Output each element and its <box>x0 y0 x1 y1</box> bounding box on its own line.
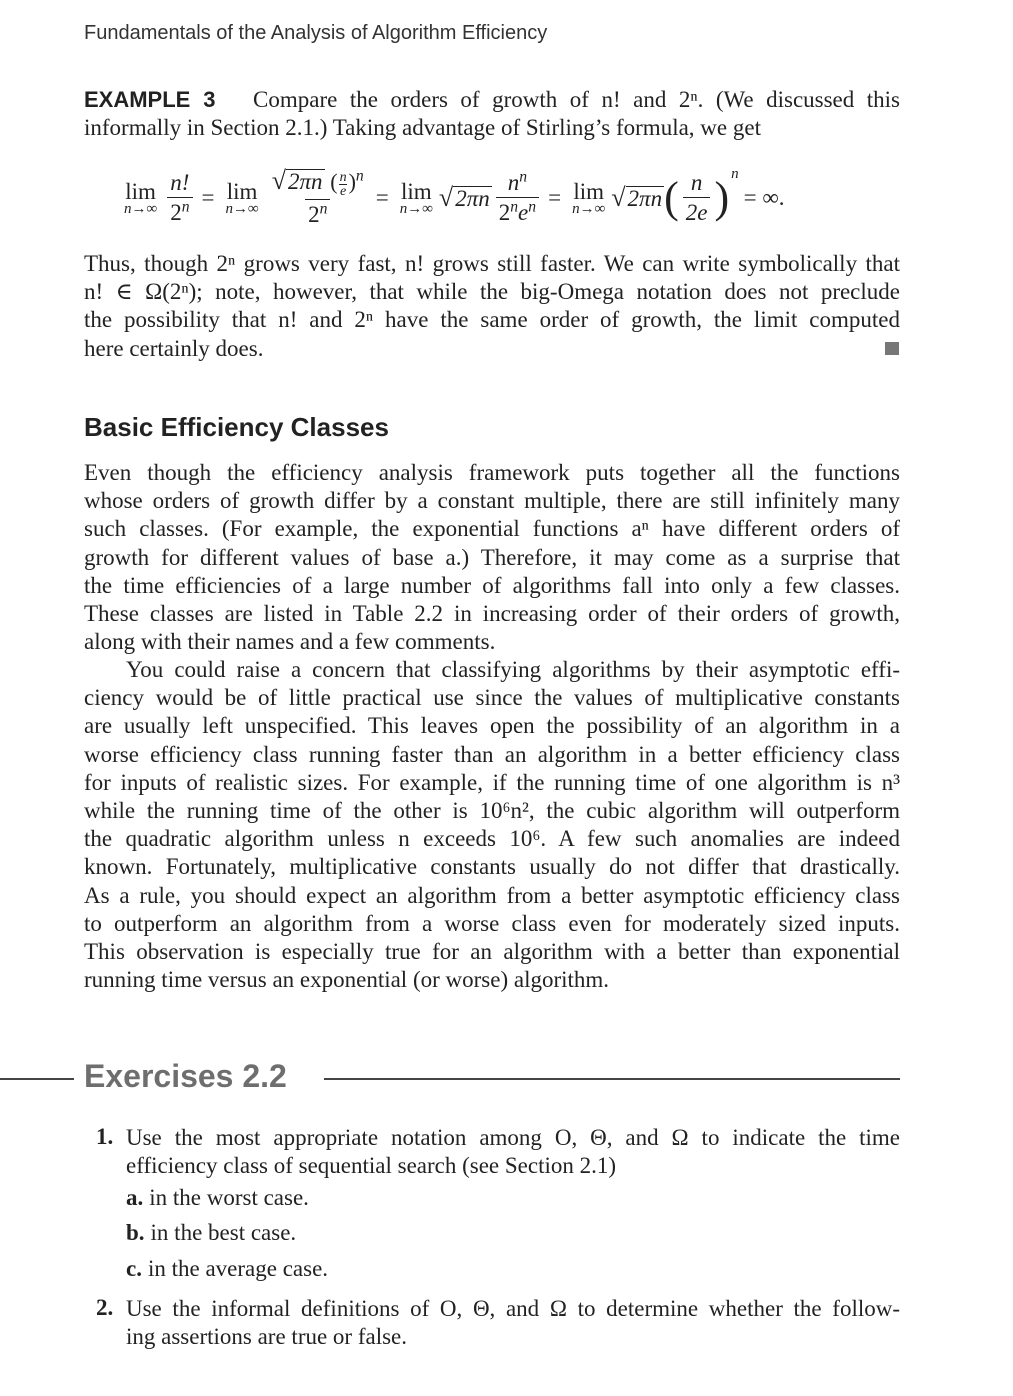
exercises-rule-left <box>0 1078 74 1080</box>
example-intro-line: Compare the orders of growth of n! and 2ⁿ. (We discussed this <box>253 87 900 112</box>
example-label: EXAMPLE 3 <box>84 87 216 112</box>
exercises-heading: Exercises 2.2 <box>84 1058 287 1094</box>
example-intro <box>84 86 900 142</box>
example-intro-line: informally in Section 2.1.) Taking advantage of Stirling’s formula, we get <box>84 115 761 141</box>
section-paragraph-2: You could raise a concern that classifying algorithms by their asymptotic effi- ciency would be of little practical use since the values of multiplicative constants are usually left unspecified. This leaves open the possibility of an algorithm in a worse efficiency class running faster than an algorithm in a better efficiency class for inputs of realistic sizes. For example, if the running time of one algorithm is n³ while the running time of the other is 10⁶n², the cubic algorithm will outperform the quadratic algorithm unless n exceeds 10⁶. A few such anomalies are indeed known. Fortunately, multiplicative constants usually do not differ that drastically. As a rule, you should expect an algorithm from a better asymptotic efficiency class to outperform an algorithm from a worse class even for moderately sized inputs. This observation is especially true for an algorithm with a better than exponential running time versus an exponential (or worse) algorithm. <box>84 657 900 993</box>
end-of-example-square-icon <box>885 342 899 355</box>
section-paragraph-1: Even though the efficiency analysis framework puts together all the functions whose orders of growth differ by a constant multiple, there are still infinitely many such classes. (For example, the exponential functions aⁿ have different orders of growth for different values of base a.) Therefore, it may come as a surprise that the time efficiencies of a large number of algorithms fall into only a few classes. These classes are listed in Table 2.2 in increasing order of their orders of growth, along with their names and a few comments. <box>84 460 900 655</box>
fraction-stirling: √ 2πn ( $\frac{n}{e}$ )$^n$ 2$^n$ <box>271 166 364 227</box>
example-conclusion: Thus, though 2ⁿ grows very fast, n! grows still faster. We can write symbolically that n! ∈ Ω(2ⁿ); note, however, that while the big-Omega notation does not preclude the possibility that n! and 2ⁿ have the same order of growth, the limit computed here certainly does. <box>84 251 900 361</box>
section-heading: Basic Efficiency Classes <box>84 412 389 442</box>
exercise-number: 1. <box>96 1124 114 1149</box>
limit-operator: lim n→∞ <box>399 179 433 217</box>
exercise-1-text: Use the most appropriate notation among O, Θ, and Ω to indicate the time efficiency class of sequential search (see Section 2.1) <box>126 1125 900 1179</box>
exercise-subitem: b. in the best case. <box>126 1220 297 1245</box>
parenthesized-ratio: ( $\frac{n}{2e}$ ) n <box>664 166 739 225</box>
running-head: Fundamentals of the Analysis of Algorithm Efficiency <box>84 22 548 44</box>
exercise-subitem: a. in the worst case. <box>126 1185 309 1210</box>
limit-operator: lim n→∞ <box>124 179 158 217</box>
fraction-factorial-over-power: $\frac{n!}{2^n}$ <box>167 170 192 226</box>
stirling-limit-formula: lim n→∞ $\frac{n!}{2^n}$ = lim n→∞ √ 2πn ( $\frac{n}{e}$ )$^n$ 2$^n$ = lim n→∞ √ 2πn $\frac{n^n}{2^ne^n}$ = lim n→∞ √ 2πn ( $\frac{n}{2e}$ ) n = ∞. <box>124 166 785 227</box>
exercise-number: 2. <box>96 1295 114 1320</box>
exercise-subitem: c. in the average case. <box>126 1256 329 1281</box>
limit-result: = ∞. <box>743 185 785 210</box>
limit-operator: lim n→∞ <box>225 179 259 217</box>
fraction-power-ratio: $\frac{n^n}{2^ne^n}$ <box>496 170 539 226</box>
limit-operator: lim n→∞ <box>572 179 606 217</box>
exercises-rule-right <box>324 1078 900 1080</box>
exercise-2-text: Use the informal definitions of O, Θ, and Ω to determine whether the follow- ing assertions are true or false. <box>126 1296 900 1350</box>
